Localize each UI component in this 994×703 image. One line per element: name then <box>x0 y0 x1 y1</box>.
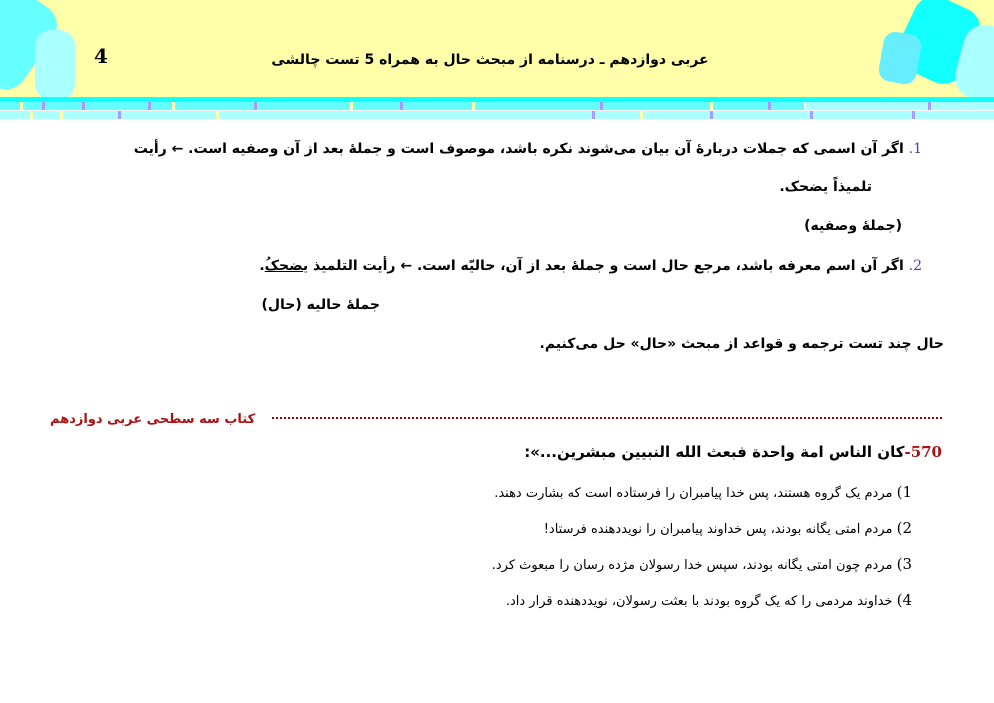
rule-1 <box>134 141 922 157</box>
decorative-shape <box>35 30 75 97</box>
option-text: خداوند مردمی را که یک گروه بودند با بعثت رسولان، نویددهنده قرار داد. <box>505 594 893 609</box>
rule-number: 2. <box>908 258 922 274</box>
page-title: عربی دوازدهم ـ درسنامه از مبحث حال به همراه 5 تست چالشی <box>271 52 709 68</box>
option-number: 3) <box>896 555 912 573</box>
page-header <box>0 0 994 97</box>
option-number: 4) <box>896 591 912 609</box>
option-1[interactable] <box>494 483 912 501</box>
underlined-word: یضحکُ <box>264 258 309 274</box>
rule-text: اگر آن اسم معرفه باشد، مرجع حال است و جملهٔ بعد از آن، حالیّه است. ← رأیت التلمیذ <box>308 258 904 274</box>
question-number: 570- <box>904 443 942 461</box>
rule-2-label: جملهٔ حالیه (حال) <box>261 297 380 313</box>
option-2[interactable] <box>544 519 912 537</box>
option-number: 2) <box>896 519 912 537</box>
rule-2 <box>259 258 922 274</box>
dotted-divider <box>272 417 942 419</box>
period: . <box>259 258 265 274</box>
question <box>524 443 942 461</box>
header-stripes <box>0 97 994 122</box>
option-text: مردم یک گروه هستند، پس خدا پیامبران را فرستاده است که بشارت دهند. <box>494 486 893 501</box>
option-text: مردم امتی یگانه بودند، پس خداوند پیامبران را نویددهنده فرستاد! <box>543 522 893 537</box>
rule-1-label: (جملهٔ وصفیه) <box>804 218 902 234</box>
intro-text: حال چند تست ترجمه و قواعد از مبحث «حال» حل می‌کنیم. <box>539 336 944 352</box>
decorative-shape <box>877 30 923 86</box>
question-text: کان الناس امة واحدة فبعث الله النبيين مبشرين...»: <box>524 443 905 461</box>
option-number: 1) <box>896 483 912 501</box>
rule-1-continuation: تلمیذاً یضحک. <box>779 179 872 195</box>
option-3[interactable] <box>492 555 912 573</box>
page-number: 4 <box>94 44 108 68</box>
option-text: مردم چون امتی یگانه بودند، سپس خدا رسولان مژده رسان را مبعوث کرد. <box>491 558 893 573</box>
rule-number: 1. <box>908 141 922 157</box>
source-label: کتاب سه سطحی عربی دوازدهم <box>50 412 256 427</box>
rule-text: اگر آن اسمی که جملات دربارهٔ آن بیان می‌شوند نکره باشد، موصوف است و جملهٔ بعد از آن وصفیه است. ← رأیت <box>133 141 904 157</box>
option-4[interactable] <box>506 591 912 609</box>
